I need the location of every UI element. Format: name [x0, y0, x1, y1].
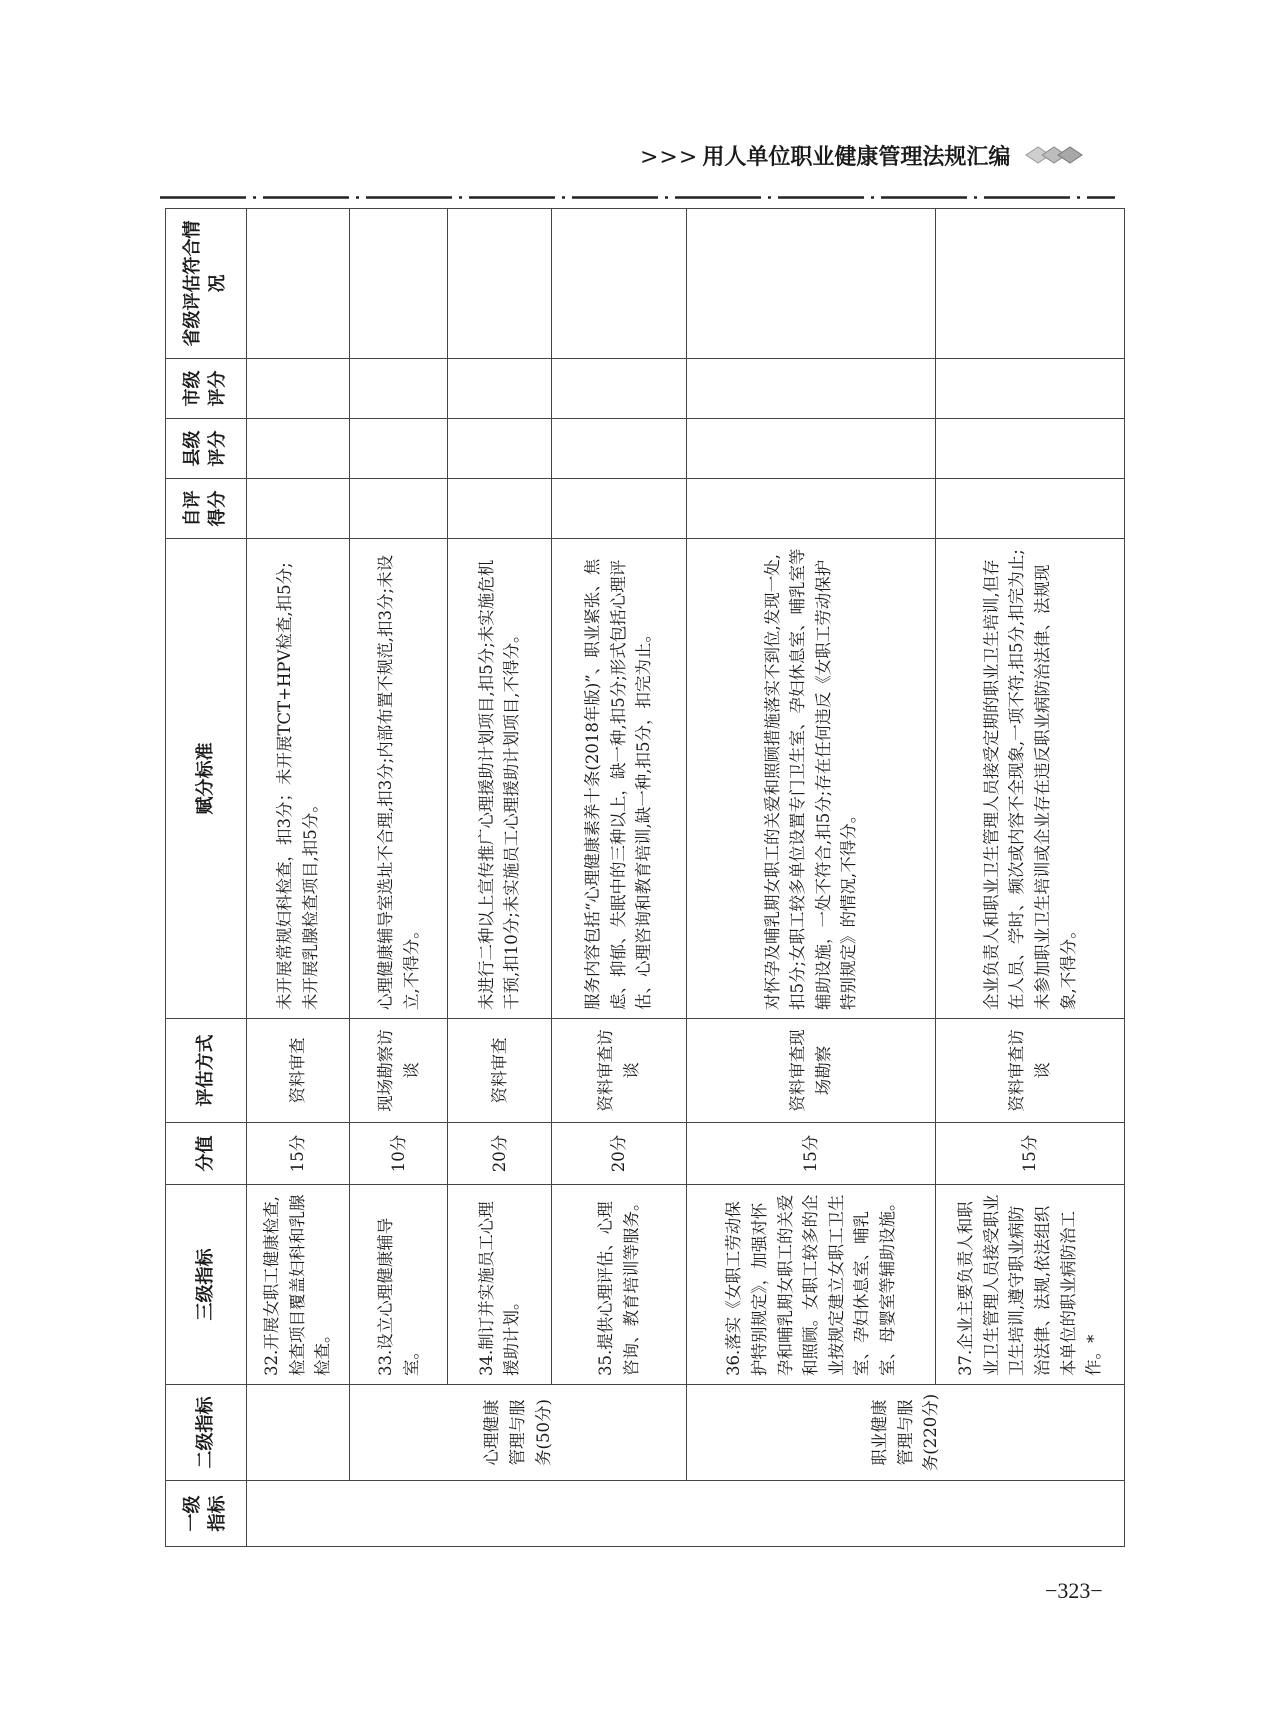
indicator-cell: 33.设立心理健康辅导室。	[349, 1185, 448, 1385]
table-row	[448, 209, 551, 1547]
province-eval-cell	[448, 209, 551, 359]
method-cell: 现场勘察访谈	[349, 1019, 448, 1123]
method-cell: 资料审查现场勘察	[686, 1019, 935, 1123]
header-arrows: >>>	[640, 145, 699, 170]
county-score-cell	[448, 419, 551, 479]
indicator-cell: 35.提供心理评估、心理咨询、教育培训等服务。	[551, 1185, 686, 1385]
evaluation-table-container	[165, 209, 1125, 1547]
self-score-cell	[551, 479, 686, 539]
score-cell: 10分	[349, 1123, 448, 1185]
county-score-cell	[935, 419, 1124, 479]
province-eval-cell	[246, 209, 349, 359]
running-header	[640, 140, 1140, 180]
self-score-cell	[448, 479, 551, 539]
criteria-cell: 心理健康辅导室选址不合理,扣3分;内部布置不规范,扣3分;未设立,不得分。	[349, 539, 448, 1019]
level2-cell: 职业健康管理与服务(220分)	[686, 1385, 1124, 1481]
col-header-self-score: 自评得分	[166, 479, 247, 539]
table-row	[551, 209, 686, 1547]
county-score-cell	[246, 419, 349, 479]
criteria-cell: 未开展常规妇科检查，扣3分；未开展TCT+HPV检查,扣5分;未开展乳腺检查项目,扣5分。	[246, 539, 349, 1019]
county-score-cell	[686, 419, 935, 479]
criteria-cell: 企业负责人和职业卫生管理人员接受定期的职业卫生培训,但存在人员、学时、频次或内容不全现象,一项不符,扣5分,扣完为止;未参加职业卫生培训或企业存在违反职业病防治法律、法规现象,不得分。	[935, 539, 1124, 1019]
level2-cell: 心理健康管理与服务(50分)	[349, 1385, 686, 1481]
evaluation-table	[165, 208, 1125, 1547]
level2-cell	[246, 1385, 349, 1481]
col-header-criteria: 赋分标准	[166, 539, 247, 1019]
criteria-cell: 未进行二种以上宣传推广心理援助计划项目,扣5分;未实施危机干预,扣10分;未实施员工心理援助计划项目,不得分。	[448, 539, 551, 1019]
score-cell: 20分	[551, 1123, 686, 1185]
col-header-county-score: 县级评分	[166, 419, 247, 479]
table-row	[935, 209, 1124, 1547]
col-header-level3: 三级指标	[166, 1185, 247, 1385]
table-header-row	[166, 209, 247, 1547]
method-cell: 资料审查访谈	[551, 1019, 686, 1123]
col-header-province-eval: 省级评估符合情况	[166, 209, 247, 359]
province-eval-cell	[686, 209, 935, 359]
page-number: −323−	[1045, 1578, 1103, 1603]
method-cell: 资料审查	[448, 1019, 551, 1123]
county-score-cell	[551, 419, 686, 479]
method-cell: 资料审查	[246, 1019, 349, 1123]
col-header-score: 分值	[166, 1123, 247, 1185]
score-cell: 20分	[448, 1123, 551, 1185]
self-score-cell	[246, 479, 349, 539]
county-score-cell	[349, 419, 448, 479]
indicator-cell: 34.制订并实施员工心理援助计划。	[448, 1185, 551, 1385]
col-header-level2: 二级指标	[166, 1385, 247, 1481]
self-score-cell	[349, 479, 448, 539]
self-score-cell	[935, 479, 1124, 539]
col-header-method: 评估方式	[166, 1019, 247, 1123]
method-cell: 资料审查访谈	[935, 1019, 1124, 1123]
col-header-city-score: 市级评分	[166, 359, 247, 419]
city-score-cell	[935, 359, 1124, 419]
self-score-cell	[686, 479, 935, 539]
table-row	[349, 209, 448, 1547]
criteria-cell: 服务内容包括“心理健康素养十条(2018年版)”、职业紧张、焦虑、抑郁、失眠中的三种以上，缺一种,扣5分;形式包括心理评估、心理咨询和教育培训,缺一种,扣5分，扣完为止。	[551, 539, 686, 1019]
table-row	[686, 209, 935, 1547]
indicator-cell: 36.落实《女职工劳动保护特别规定》，加强对怀孕和哺乳期女职工的关爱和照顾。女职工较多的企业按规定建立女职工卫生室、孕妇休息室、哺乳室、母婴室等辅助设施。	[686, 1185, 935, 1385]
indicator-cell: 32.开展女职工健康检查,检查项目覆盖妇科和乳腺检查。	[246, 1185, 349, 1385]
diamond-ornament-icon	[1024, 144, 1086, 172]
criteria-cell: 对怀孕及哺乳期女职工的关爱和照顾措施落实不到位,发现一处,扣5分;女职工较多单位设置专门卫生室、孕妇休息室、哺乳室等辅助设施，一处不符合,扣5分;存在任何违反《女职工劳动保护特别规定》的情况,不得分。	[686, 539, 935, 1019]
score-cell: 15分	[686, 1123, 935, 1185]
score-cell: 15分	[935, 1123, 1124, 1185]
header-title: 用人单位职业健康管理法规汇编	[702, 144, 1011, 170]
city-score-cell	[246, 359, 349, 419]
header-divider	[160, 184, 1115, 187]
province-eval-cell	[349, 209, 448, 359]
indicator-cell: 37.企业主要负责人和职业卫生管理人员接受职业卫生培训,遵守职业病防治法律、法规,依法组织本单位的职业病防治工作。*	[935, 1185, 1124, 1385]
city-score-cell	[686, 359, 935, 419]
city-score-cell	[551, 359, 686, 419]
col-header-level1: 一级指标	[166, 1481, 247, 1547]
level1-cell	[246, 1481, 1124, 1547]
province-eval-cell	[935, 209, 1124, 359]
province-eval-cell	[551, 209, 686, 359]
city-score-cell	[349, 359, 448, 419]
table-row	[246, 209, 349, 1547]
city-score-cell	[448, 359, 551, 419]
score-cell: 15分	[246, 1123, 349, 1185]
